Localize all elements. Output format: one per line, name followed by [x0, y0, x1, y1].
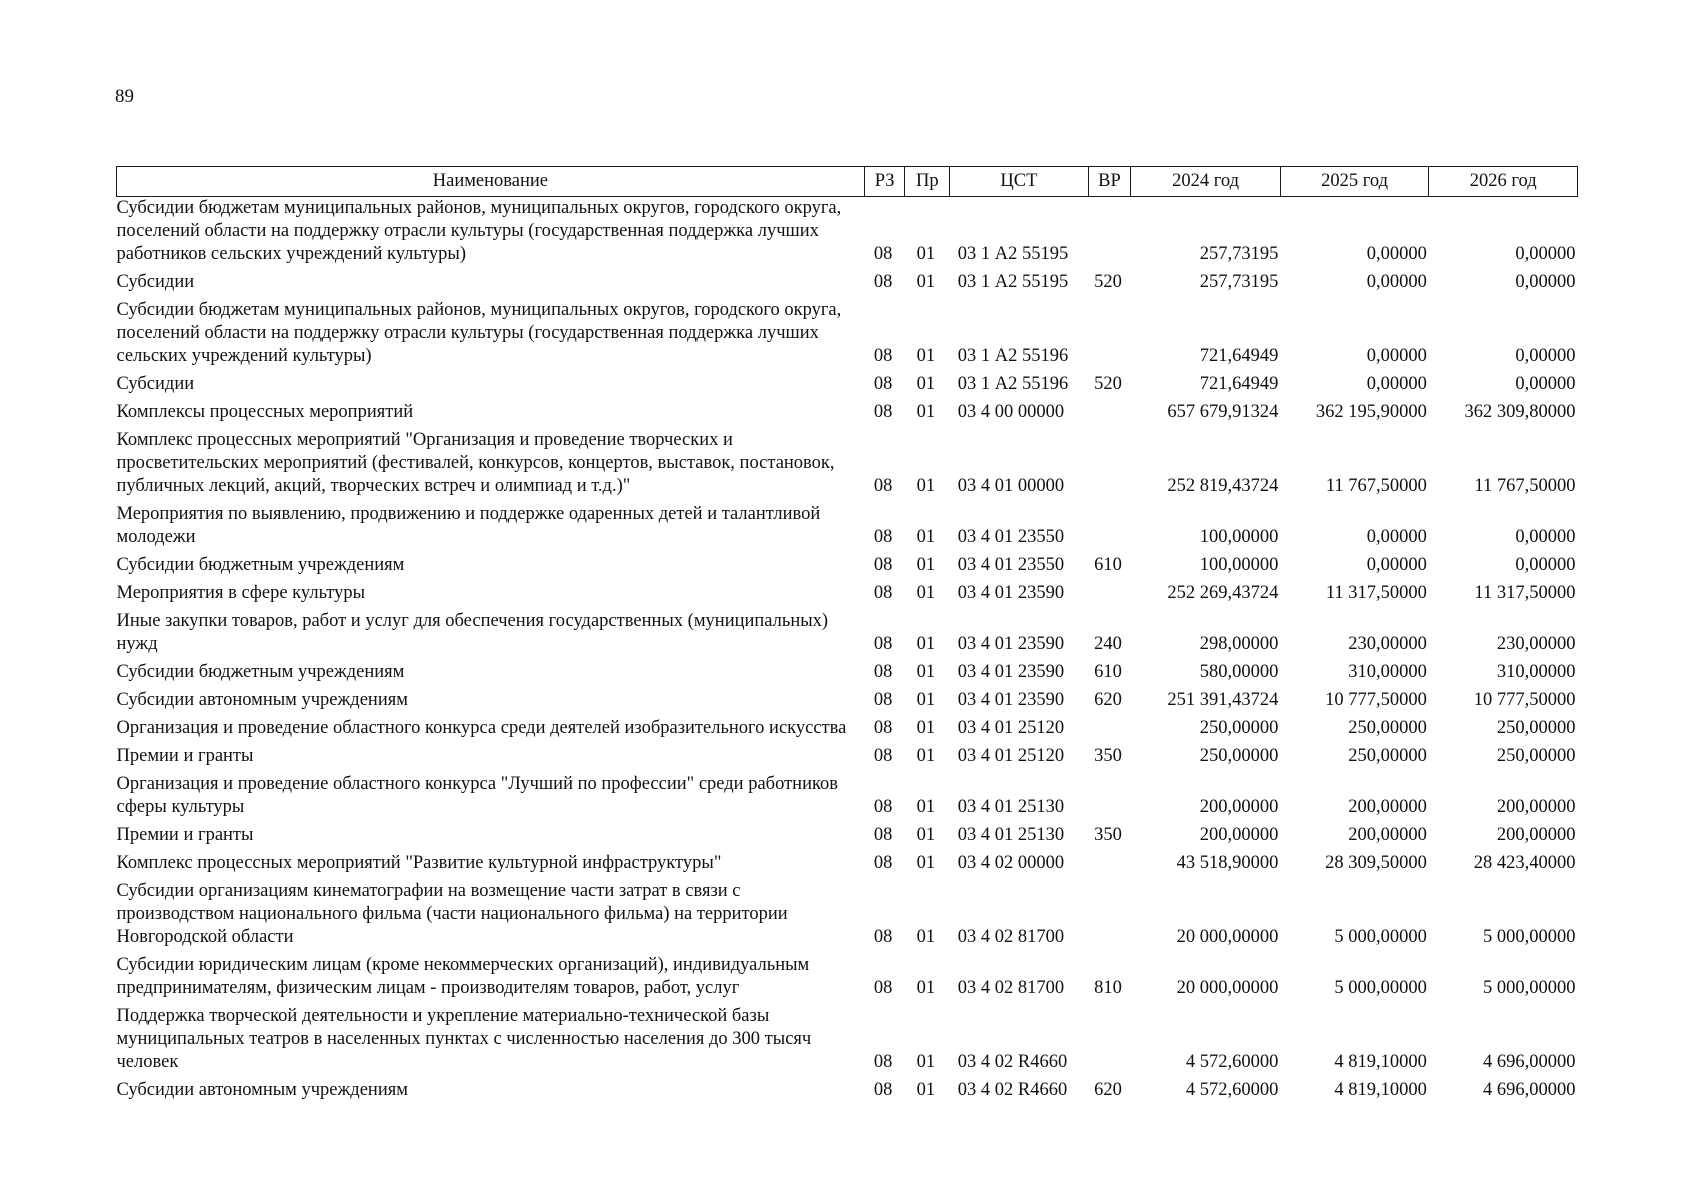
row-rz: 08: [873, 718, 893, 738]
table-row: [117, 197, 1578, 272]
row-cst: 03 4 01 00000: [957, 476, 1065, 496]
row-2025: 250,00000: [1348, 718, 1427, 738]
row-2026: 4 696,00000: [1483, 1052, 1576, 1072]
row-2024: 250,00000: [1199, 746, 1279, 766]
row-pr: 01: [916, 583, 936, 603]
row-2025: 0,00000: [1366, 527, 1427, 547]
row-2026: 0,00000: [1515, 346, 1576, 366]
row-2026: 0,00000: [1515, 374, 1576, 394]
row-name: Субсидии: [116, 374, 195, 394]
row-cst: 03 4 02 R4660: [957, 1080, 1068, 1100]
table-row: [117, 1005, 1578, 1079]
row-pr: 01: [916, 555, 936, 575]
row-2024: 580,00000: [1199, 662, 1279, 682]
table-row: [117, 429, 1578, 503]
table-row: [117, 880, 1578, 954]
row-cst: 03 4 02 R4660: [957, 1052, 1068, 1072]
row-2024: 4 572,60000: [1185, 1052, 1279, 1072]
row-2025: 310,00000: [1348, 662, 1427, 682]
row-name: Субсидии бюджетам муниципальных районов, муниципальных округов, городского округа, поселений области на поддержку отрасли культуры (государственная поддержка лучших работников сельских учреждений культуры): [116, 198, 842, 264]
row-vr: 620: [1094, 1080, 1122, 1100]
row-2024: 721,64949: [1199, 374, 1279, 394]
row-vr: [1088, 299, 1131, 373]
row-pr: 01: [916, 797, 936, 817]
row-2026: 4 696,00000: [1483, 1080, 1576, 1100]
row-vr: [1088, 429, 1131, 503]
row-vr: [1088, 401, 1131, 429]
row-name: Субсидии организациям кинематографии на возмещение части затрат в связи с производством национального фильма (части национального фильма) на территории Новгородской области: [116, 881, 788, 947]
row-2024: 250,00000: [1199, 718, 1279, 738]
row-2025: 28 309,50000: [1325, 853, 1427, 873]
row-cst: 03 4 02 00000: [957, 853, 1065, 873]
row-vr: 350: [1094, 746, 1122, 766]
row-rz: 08: [873, 527, 893, 547]
budget-table: [116, 166, 1578, 1107]
row-2025: 0,00000: [1366, 244, 1427, 264]
row-2025: 11 317,50000: [1325, 583, 1427, 603]
row-2024: 252 819,43724: [1167, 476, 1279, 496]
row-2024: 43 518,90000: [1176, 853, 1279, 873]
row-2026: 5 000,00000: [1483, 978, 1576, 998]
row-2026: 0,00000: [1515, 555, 1576, 575]
row-2026: 11 317,50000: [1474, 583, 1576, 603]
header-pr: Пр: [905, 167, 950, 197]
row-rz: 08: [873, 1080, 893, 1100]
row-2026: 0,00000: [1515, 527, 1576, 547]
table-body: [117, 197, 1578, 1108]
row-name: Поддержка творческой деятельности и укрепление материально-технической базы муниципальных театров в населенных пунктах с численностью населения до 300 тысяч человек: [116, 1006, 812, 1072]
row-name: Мероприятия в сфере культуры: [116, 583, 366, 603]
row-vr: [1088, 197, 1131, 272]
row-2026: 5 000,00000: [1483, 927, 1576, 947]
row-pr: 01: [916, 244, 936, 264]
row-cst: 03 4 01 23590: [957, 583, 1065, 603]
row-2024: 20 000,00000: [1176, 927, 1279, 947]
row-name: Субсидии юридическим лицам (кроме некоммерческих организаций), индивидуальным предпринимателям, физическим лицам - производителям товаров, работ, услуг: [116, 955, 810, 998]
row-rz: 08: [873, 978, 893, 998]
row-cst: 03 4 01 25120: [957, 718, 1065, 738]
row-2024: 257,73195: [1199, 272, 1279, 292]
row-vr: [1088, 880, 1131, 954]
row-2024: 252 269,43724: [1167, 583, 1279, 603]
row-cst: 03 1 А2 55195: [957, 244, 1069, 264]
row-2026: 200,00000: [1496, 797, 1576, 817]
row-pr: 01: [916, 825, 936, 845]
row-cst: 03 4 01 25130: [957, 825, 1065, 845]
table-row: [117, 717, 1578, 745]
row-vr: [1088, 582, 1131, 610]
row-2024: 100,00000: [1199, 527, 1279, 547]
row-cst: 03 4 01 23550: [957, 555, 1065, 575]
row-vr: 240: [1094, 634, 1122, 654]
row-name: Субсидии бюджетам муниципальных районов, муниципальных округов, городского округа, поселений области на поддержку отрасли культуры (государственная поддержка лучших сельских учреждений культуры): [116, 300, 842, 366]
row-pr: 01: [916, 527, 936, 547]
table-row: [117, 852, 1578, 880]
row-rz: 08: [873, 634, 893, 654]
row-2025: 5 000,00000: [1334, 978, 1427, 998]
row-vr: 520: [1094, 272, 1122, 292]
row-vr: 610: [1094, 555, 1122, 575]
row-name: Комплексы процессных мероприятий: [116, 402, 414, 422]
row-cst: 03 4 01 23590: [957, 690, 1065, 710]
row-2026: 10 777,50000: [1473, 690, 1576, 710]
row-2025: 5 000,00000: [1334, 927, 1427, 947]
table-row: [117, 689, 1578, 717]
table-row: [117, 271, 1578, 299]
row-2026: 200,00000: [1496, 825, 1576, 845]
row-2026: 310,00000: [1496, 662, 1576, 682]
table-row: [117, 373, 1578, 401]
row-name: Комплекс процессных мероприятий "Развитие культурной инфраструктуры": [116, 853, 722, 873]
row-2026: 230,00000: [1496, 634, 1576, 654]
row-2025: 0,00000: [1366, 374, 1427, 394]
row-pr: 01: [916, 1080, 936, 1100]
header-name: Наименование: [117, 167, 865, 197]
row-rz: 08: [873, 402, 893, 422]
row-2025: 250,00000: [1348, 746, 1427, 766]
row-2025: 362 195,90000: [1315, 402, 1427, 422]
row-2024: 200,00000: [1199, 797, 1279, 817]
row-pr: 01: [916, 272, 936, 292]
row-2026: 28 423,40000: [1473, 853, 1576, 873]
header-2025: 2025 год: [1280, 167, 1429, 197]
table-row: [117, 954, 1578, 1005]
row-2024: 721,64949: [1199, 346, 1279, 366]
row-name: Организация и проведение областного конкурса "Лучший по профессии" среди работников сферы культуры: [116, 774, 838, 817]
row-cst: 03 4 02 81700: [957, 927, 1065, 947]
row-vr: [1088, 773, 1131, 824]
row-2024: 251 391,43724: [1167, 690, 1279, 710]
row-rz: 08: [873, 690, 893, 710]
row-pr: 01: [916, 746, 936, 766]
row-2024: 100,00000: [1199, 555, 1279, 575]
row-rz: 08: [873, 272, 893, 292]
row-vr: 810: [1094, 978, 1122, 998]
row-2026: 250,00000: [1496, 746, 1576, 766]
table-row: [117, 610, 1578, 661]
row-2025: 0,00000: [1366, 346, 1427, 366]
row-rz: 08: [873, 825, 893, 845]
row-cst: 03 1 А2 55196: [957, 374, 1069, 394]
row-rz: 08: [873, 746, 893, 766]
row-pr: 01: [916, 1052, 936, 1072]
table-row: [117, 503, 1578, 554]
table-row: [117, 582, 1578, 610]
row-pr: 01: [916, 927, 936, 947]
row-name: Субсидии бюджетным учреждениям: [116, 555, 405, 575]
table-row: [117, 661, 1578, 689]
row-rz: 08: [873, 476, 893, 496]
row-cst: 03 1 А2 55196: [957, 346, 1069, 366]
row-vr: [1088, 1005, 1131, 1079]
row-pr: 01: [916, 690, 936, 710]
row-name: Субсидии автономным учреждениям: [116, 1080, 408, 1100]
row-vr: 610: [1094, 662, 1122, 682]
header-rz: РЗ: [864, 167, 905, 197]
row-2026: 0,00000: [1515, 244, 1576, 264]
row-pr: 01: [916, 634, 936, 654]
table-row: [117, 554, 1578, 582]
row-pr: 01: [916, 978, 936, 998]
table-row: [117, 824, 1578, 852]
row-name: Мероприятия по выявлению, продвижению и поддержке одаренных детей и талантливой молодежи: [116, 504, 821, 547]
row-rz: 08: [873, 1052, 893, 1072]
row-2024: 4 572,60000: [1185, 1080, 1279, 1100]
table-row: [117, 745, 1578, 773]
row-rz: 08: [873, 555, 893, 575]
row-rz: 08: [873, 927, 893, 947]
row-2026: 362 309,80000: [1464, 402, 1576, 422]
row-vr: [1088, 852, 1131, 880]
row-vr: 620: [1094, 690, 1122, 710]
row-cst: 03 4 01 25120: [957, 746, 1065, 766]
row-rz: 08: [873, 797, 893, 817]
row-cst: 03 4 01 23590: [957, 634, 1065, 654]
row-rz: 08: [873, 853, 893, 873]
table-header-row: [117, 167, 1578, 197]
row-2024: 657 679,91324: [1167, 402, 1279, 422]
row-rz: 08: [873, 244, 893, 264]
row-pr: 01: [916, 718, 936, 738]
row-name: Субсидии бюджетным учреждениям: [116, 662, 405, 682]
table-row: [117, 773, 1578, 824]
row-vr: [1088, 717, 1131, 745]
row-cst: 03 4 01 23590: [957, 662, 1065, 682]
row-2026: 0,00000: [1515, 272, 1576, 292]
row-pr: 01: [916, 402, 936, 422]
row-2025: 200,00000: [1348, 797, 1427, 817]
row-rz: 08: [873, 662, 893, 682]
header-cst: ЦСТ: [950, 167, 1088, 197]
row-cst: 03 1 А2 55195: [957, 272, 1069, 292]
header-2024: 2024 год: [1131, 167, 1281, 197]
header-2026: 2026 год: [1429, 167, 1578, 197]
row-rz: 08: [873, 346, 893, 366]
row-2024: 257,73195: [1199, 244, 1279, 264]
row-cst: 03 4 01 25130: [957, 797, 1065, 817]
table-row: [117, 1079, 1578, 1107]
row-2025: 0,00000: [1366, 272, 1427, 292]
row-cst: 03 4 02 81700: [957, 978, 1065, 998]
row-2025: 11 767,50000: [1325, 476, 1427, 496]
row-pr: 01: [916, 662, 936, 682]
row-vr: [1088, 503, 1131, 554]
row-name: Комплекс процессных мероприятий "Организация и проведение творческих и просветительских мероприятий (фестивалей, конкурсов, концертов, выставок, постановок, публичных лекций, акций, творческих встреч и олимпиад и т.д.)": [116, 430, 835, 496]
row-cst: 03 4 01 23550: [957, 527, 1065, 547]
table-row: [117, 401, 1578, 429]
row-2024: 200,00000: [1199, 825, 1279, 845]
row-vr: 520: [1094, 374, 1122, 394]
row-pr: 01: [916, 476, 936, 496]
table-row: [117, 299, 1578, 373]
row-name: Премии и гранты: [116, 746, 254, 766]
row-2025: 4 819,10000: [1334, 1052, 1427, 1072]
row-pr: 01: [916, 374, 936, 394]
row-2025: 4 819,10000: [1334, 1080, 1427, 1100]
row-name: Организация и проведение областного конкурса среди деятелей изобразительного искусства: [116, 718, 847, 738]
row-2025: 0,00000: [1366, 555, 1427, 575]
row-2024: 298,00000: [1199, 634, 1279, 654]
row-vr: 350: [1094, 825, 1122, 845]
row-pr: 01: [916, 346, 936, 366]
row-pr: 01: [916, 853, 936, 873]
row-rz: 08: [873, 583, 893, 603]
row-name: Иные закупки товаров, работ и услуг для обеспечения государственных (муниципальных) нужд: [116, 611, 829, 654]
row-rz: 08: [873, 374, 893, 394]
row-2026: 11 767,50000: [1474, 476, 1576, 496]
row-2025: 200,00000: [1348, 825, 1427, 845]
row-name: Субсидии автономным учреждениям: [116, 690, 408, 710]
row-name: Премии и гранты: [116, 825, 254, 845]
header-vr: ВР: [1088, 167, 1131, 197]
row-2026: 250,00000: [1496, 718, 1576, 738]
row-name: Субсидии: [116, 272, 195, 292]
page-number: 89: [115, 86, 134, 107]
row-cst: 03 4 00 00000: [957, 402, 1065, 422]
row-2025: 230,00000: [1348, 634, 1427, 654]
row-2024: 20 000,00000: [1176, 978, 1279, 998]
row-2025: 10 777,50000: [1325, 690, 1427, 710]
